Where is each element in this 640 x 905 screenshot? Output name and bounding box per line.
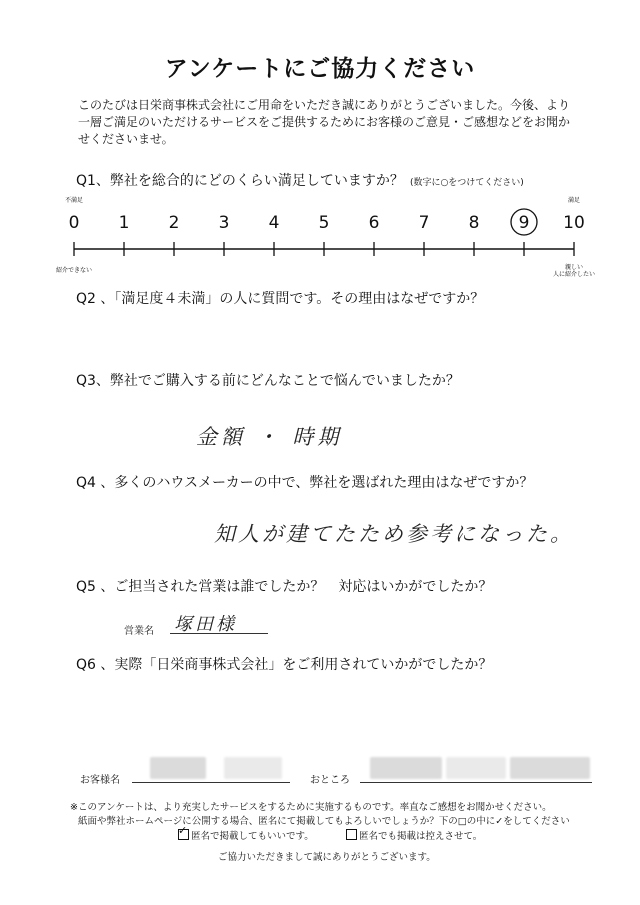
scale-left-bottom-label: 紹介できない bbox=[55, 267, 93, 274]
scale-label-7: 7 bbox=[418, 213, 430, 233]
redacted-address-1 bbox=[370, 757, 442, 779]
checkmark-icon: ✓ bbox=[178, 824, 188, 837]
scale-label-0: 0 bbox=[68, 213, 80, 233]
thanks-text: ご協力いただきまして誠にありがとうございます。 bbox=[218, 852, 436, 863]
anonymous-decline-option[interactable] bbox=[346, 828, 482, 842]
scale-left-top-label: 不満足 bbox=[64, 197, 84, 204]
scale-label-9: 9 bbox=[518, 213, 530, 233]
scale-label-1: 1 bbox=[118, 213, 130, 233]
anonymous-ok-option[interactable] bbox=[178, 824, 314, 842]
question-1 bbox=[76, 170, 524, 190]
intro-text: このたびは日栄商事株式会社にご用命をいただき誠にありがとうございました。今後、より一層ご満足のいただけるサービスをご提供するためにお客様のご意見・ご感想などをお聞かせくださいませ。 bbox=[78, 98, 571, 146]
page-title: アンケートにご協力ください bbox=[164, 56, 476, 82]
customer-name-label: お客様名 bbox=[80, 775, 120, 786]
question-3: Q3、弊社でご購入する前にどんなことで悩んでいましたか？ bbox=[76, 373, 460, 389]
scale-right-top-label: 満足 bbox=[567, 197, 581, 204]
anonymous-ok-checkbox[interactable] bbox=[178, 824, 189, 840]
scale-label-10: 10 bbox=[563, 213, 585, 233]
redacted-address-2 bbox=[446, 757, 506, 779]
question-4: Q4 、多くのハウスメーカーの中で、弊社を選ばれた理由はなぜですか？ bbox=[76, 475, 534, 491]
footer-note-1: ※このアンケートは、より充実したサービスをするために実施するものです。率直なご感想をお聞かせください。 bbox=[70, 802, 552, 813]
redacted-name-1 bbox=[150, 757, 206, 779]
question-6: Q6 、実際「日栄商事株式会社」をご利用されていかがでしたか？ bbox=[76, 657, 493, 673]
scale-label-5: 5 bbox=[318, 213, 330, 233]
scale-right-bottom-label: 親しい人に紹介したい bbox=[552, 264, 596, 278]
address-label: おところ bbox=[310, 775, 350, 786]
redacted-name-2 bbox=[224, 757, 282, 779]
customer-name-line bbox=[132, 782, 290, 783]
address-line bbox=[360, 782, 592, 783]
answer-4: 知人が建てたため参考になった。 bbox=[214, 522, 574, 546]
scale-label-8: 8 bbox=[468, 213, 480, 233]
scale-label-3: 3 bbox=[218, 213, 230, 233]
anonymous-decline-checkbox[interactable] bbox=[346, 829, 357, 840]
sales-label: 営業名 bbox=[124, 626, 154, 637]
scale-label-6: 6 bbox=[368, 213, 380, 233]
scale-label-2: 2 bbox=[168, 213, 180, 233]
question-1-note: (数字に○をつけてください) bbox=[409, 178, 524, 188]
redacted-address-3 bbox=[510, 757, 590, 779]
question-2: Q2 、「満足度４未満」の人に質問です。その理由はなぜですか？ bbox=[76, 291, 485, 307]
sales-underline bbox=[170, 633, 268, 634]
scale-label-4: 4 bbox=[268, 213, 280, 233]
question-1-text: Q1、弊社を総合的にどのくらい満足していますか？ bbox=[76, 173, 404, 189]
anonymous-ok-label: 匿名で掲載してもいいです。 bbox=[191, 831, 314, 842]
footer-note-2: 紙面や弊社ホームページに公開する場合、匿名にて掲載してもよろしいでしょうか？下の□の中に✓をしてください bbox=[78, 816, 570, 827]
question-5: Q5 、ご担当された営業は誰でしたか？ 対応はいかがでしたか？ bbox=[76, 579, 493, 595]
anonymous-decline-label: 匿名でも掲載は控えさせて。 bbox=[359, 831, 483, 842]
answer-3: 金額 ・ 時期 bbox=[196, 425, 343, 449]
satisfaction-scale bbox=[40, 192, 610, 287]
sales-name: 塚田様 bbox=[174, 614, 237, 635]
